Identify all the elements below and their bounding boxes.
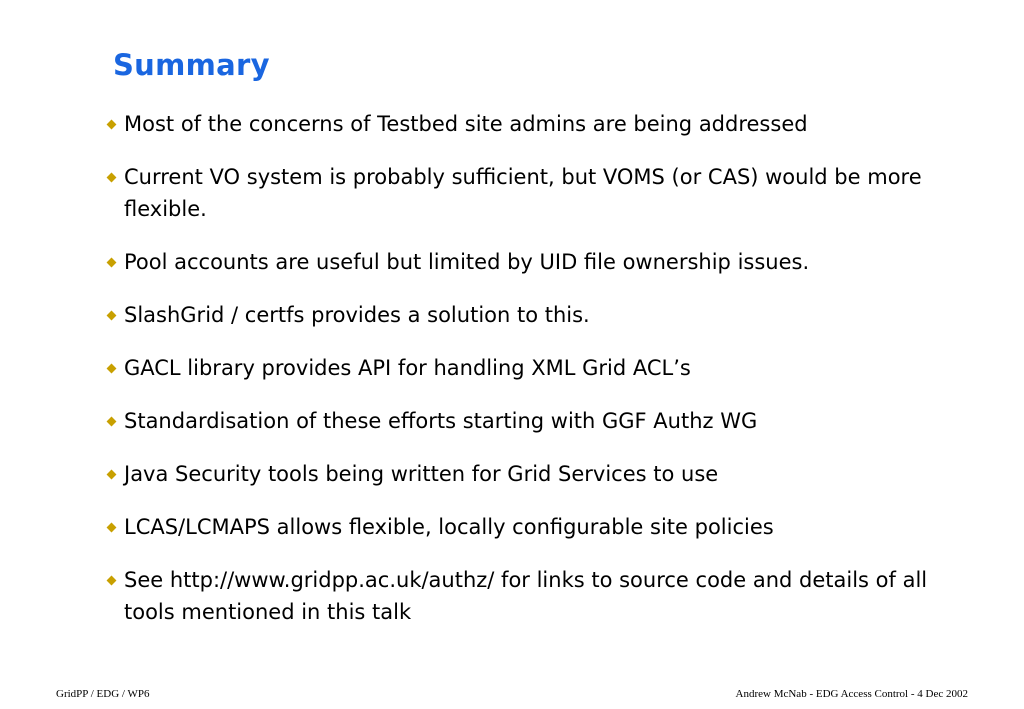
slide-title: Summary <box>113 48 270 82</box>
diamond-bullet-icon <box>107 523 117 533</box>
bullet-text: See http://www.gridpp.ac.uk/authz/ for links to source code and details of all tools mentioned in this talk <box>124 568 928 624</box>
diamond-bullet-icon <box>107 417 117 427</box>
footer-left: GridPP / EDG / WP6 <box>56 688 150 700</box>
diamond-bullet-icon <box>107 470 117 480</box>
footer-right: Andrew McNab - EDG Access Control - 4 Dec 2002 <box>735 688 968 700</box>
diamond-bullet-icon <box>107 120 117 130</box>
bullet-item <box>104 299 984 331</box>
bullet-text: SlashGrid / certfs provides a solution to this. <box>124 303 590 327</box>
bullet-item <box>104 564 984 628</box>
bullet-list <box>104 108 984 649</box>
bullet-text: Most of the concerns of Testbed site admins are being addressed <box>124 112 808 136</box>
bullet-item <box>104 246 984 278</box>
bullet-text: Java Security tools being written for Grid Services to use <box>124 462 719 486</box>
bullet-text: LCAS/LCMAPS allows flexible, locally configurable site policies <box>124 515 774 539</box>
bullet-text: Standardisation of these efforts starting with GGF Authz WG <box>124 409 758 433</box>
diamond-bullet-icon <box>107 173 117 183</box>
bullet-text: Current VO system is probably sufficient, but VOMS (or CAS) would be more flexible. <box>124 165 922 221</box>
bullet-item <box>104 405 984 437</box>
bullet-item <box>104 352 984 384</box>
diamond-bullet-icon <box>107 576 117 586</box>
bullet-item <box>104 511 984 543</box>
bullet-item <box>104 161 984 225</box>
diamond-bullet-icon <box>107 258 117 268</box>
bullet-text: Pool accounts are useful but limited by UID file ownership issues. <box>124 250 810 274</box>
bullet-item <box>104 108 984 140</box>
diamond-bullet-icon <box>107 311 117 321</box>
diamond-bullet-icon <box>107 364 117 374</box>
bullet-item <box>104 458 984 490</box>
bullet-text: GACL library provides API for handling XML Grid ACL’s <box>124 356 691 380</box>
